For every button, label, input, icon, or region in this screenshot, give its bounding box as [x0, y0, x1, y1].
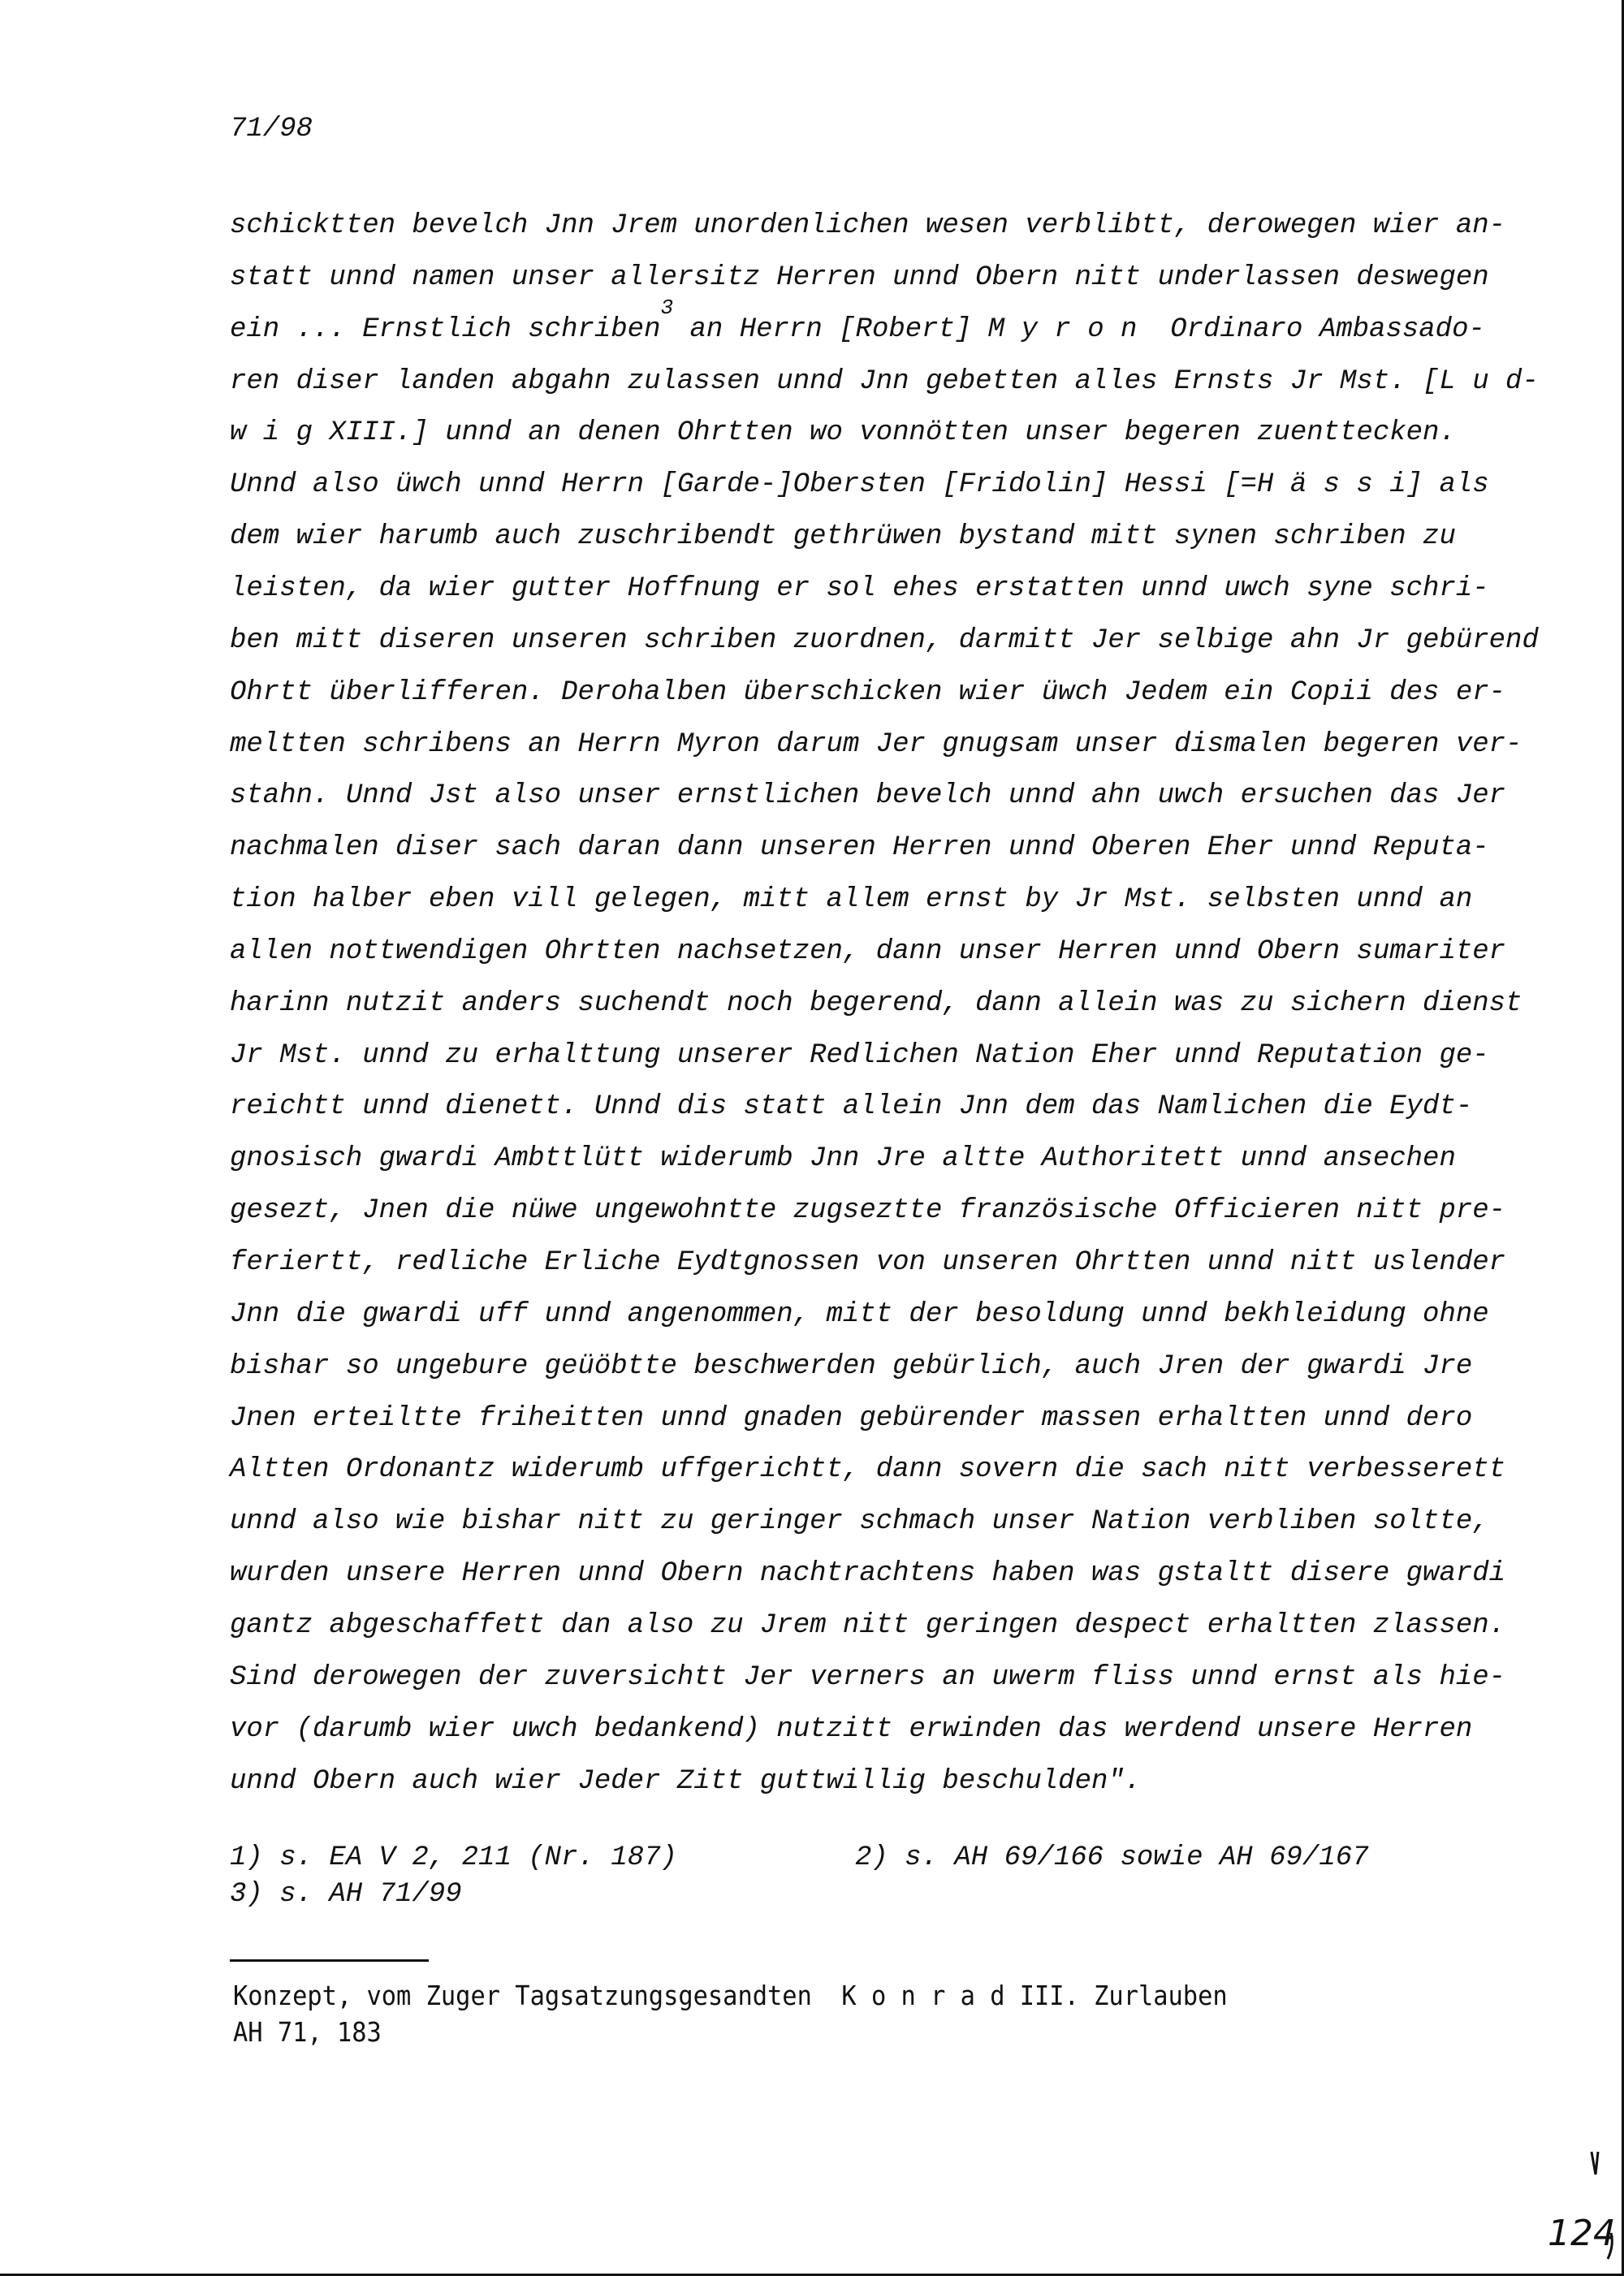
text-line-content: Jr Mst. unnd zu erhalttung unserer Redlichen Nation Eher unnd Reputation ge-: [230, 1039, 1489, 1071]
text-line-content: tion halber eben vill gelegen, mitt allem ernst by Jr Mst. selbsten unnd an: [230, 884, 1473, 916]
text-line: [230, 209, 1505, 242]
check-mark-icon: [1592, 2152, 1598, 2175]
text-line-content: schicktten bevelch Jnn Jrem unordenlichen wesen verblibtt, derowegen wier an-: [230, 210, 1506, 241]
text-line-content: dem wier harumb auch zuschribendt gethrüwen bystand mitt synen schriben zu: [230, 521, 1456, 553]
text-line-content: feriertt, redliche Erliche Eydtgnossen von unseren Ohrtten unnd nitt uslender: [230, 1247, 1506, 1278]
text-line: [230, 1350, 1472, 1383]
text-line-content: ein ... Ernstlich schriben: [230, 313, 661, 345]
text-line: [230, 624, 1539, 657]
text-line: [230, 831, 1489, 864]
text-line: [230, 728, 1522, 761]
text-line-content: ben mitt diseren unseren schriben zuordnen, darmitt Jer selbige ahn Jr gebürend: [230, 624, 1539, 656]
separator-rule: [230, 1959, 429, 1962]
text-line-content: statt unnd namen unser allersitz Herren unnd Obern nitt underlassen deswegen: [230, 261, 1489, 293]
text-line: [230, 987, 1522, 1020]
text-line: [230, 1246, 1505, 1279]
text-line-content: gnosisch gwardi Ambttlütt widerumb Jnn Jre altte Authoritett unnd ansechen: [230, 1143, 1456, 1175]
footnote-ref: 3: [660, 295, 674, 320]
text-line: [230, 1505, 1489, 1538]
handwritten-folio-mark: [1543, 2144, 1616, 2265]
folio-number: 124: [1548, 2213, 1616, 2254]
text-line-content: gesezt, Jnen die nüwe ungewohntte zugseztte französische Officieren nitt pre-: [230, 1195, 1506, 1227]
text-line-content: Altten Ordonantz widerumb uffgerichtt, dann sovern die sach nitt verbesserett: [230, 1454, 1506, 1486]
text-line: [230, 1609, 1505, 1642]
text-line: [230, 469, 1489, 501]
footnote-1: 1) s. EA V 2, 211 (Nr. 187): [230, 1842, 677, 1873]
text-line: [230, 883, 1472, 916]
text-line: [230, 1557, 1505, 1590]
source-note-line-1: Konzept, vom Zuger Tagsatzungsgesandten K o n r a d III. Zurlauben: [233, 1980, 1228, 2011]
text-line-content: unnd also wie bishar nitt zu geringer schmach unser Nation verbliben soltte,: [230, 1506, 1489, 1538]
text-line-content: wurden unsere Herren unnd Obern nachtrachtens haben was gstaltt disere gwardi: [230, 1558, 1506, 1590]
text-line: [230, 676, 1505, 709]
text-line: [230, 520, 1456, 553]
text-line: [230, 780, 1505, 812]
footnote-3: 3) s. AH 71/99: [230, 1879, 462, 1910]
text-line: [230, 417, 1456, 449]
text-line-content: leisten, da wier gutter Hoffnung er sol ehes erstatten unnd uwch syne schri-: [230, 572, 1489, 604]
text-line: [230, 572, 1489, 605]
text-line-content: vor (darumb wier uwch bedankend) nutzitt erwinden das werdend unsere Herren: [230, 1713, 1473, 1745]
text-line: [230, 1713, 1472, 1746]
text-line: [230, 1298, 1489, 1331]
text-line: [230, 935, 1505, 968]
text-line-content: w i g XIII.] unnd an denen Ohrtten wo vonnötten unser begeren zuenttecken.: [230, 417, 1456, 449]
text-line-continuation: an Herrn [Robert] M y r o n Ordinaro Ambassado-: [673, 313, 1485, 345]
text-line-content: meltten schribens an Herrn Myron darum Jer gnugsam unser dismalen begeren ver-: [230, 728, 1522, 760]
text-line: [230, 1090, 1472, 1123]
text-line-content: gantz abgeschaffett dan also zu Jrem nitt geringen despect erhaltten zlassen.: [230, 1609, 1506, 1641]
text-line-content: stahn. Unnd Jst also unser ernstlichen bevelch unnd ahn uwch ersuchen das Jer: [230, 780, 1506, 812]
text-line: [230, 1453, 1505, 1486]
text-line-content: nachmalen diser sach daran dann unseren Herren unnd Oberen Eher unnd Reputa-: [230, 832, 1489, 864]
text-line-content: reichtt unnd dienett. Unnd dis statt allein Jnn dem das Namlichen die Eydt-: [230, 1091, 1473, 1123]
text-line: [230, 1765, 1141, 1798]
text-line-content: Jnen erteiltte friheitten unnd gnaden gebürender massen erhaltten unnd dero: [230, 1402, 1473, 1434]
text-line: [230, 365, 1539, 398]
page-number: 71/98: [230, 114, 313, 145]
source-note-line-2: AH 71, 183: [233, 2016, 382, 2048]
text-line: [230, 295, 1485, 347]
text-line-content: harinn nutzit anders suchendt noch begerend, dann allein was zu sichern dienst: [230, 987, 1522, 1019]
text-line-content: Sind derowegen der zuversichtt Jer verners an uwerm fliss unnd ernst als hie-: [230, 1661, 1506, 1693]
text-line: [230, 1039, 1489, 1072]
text-line-content: Unnd also üwch unnd Herrn [Garde-]Obersten [Fridolin] Hessi [=H ä s s i] als: [230, 469, 1489, 501]
text-line-content: ren diser landen abgahn zulassen unnd Jnn gebetten alles Ernsts Jr Mst. [L u d-: [230, 365, 1539, 397]
text-line-content: unnd Obern auch wier Jeder Zitt guttwillig beschulden".: [230, 1765, 1142, 1797]
text-line: [230, 261, 1489, 294]
text-line-content: Ohrtt überlifferen. Derohalben überschicken wier üwch Jedem ein Copii des er-: [230, 676, 1506, 708]
text-line: [230, 1402, 1472, 1435]
text-line: [230, 1142, 1456, 1175]
text-line-content: allen nottwendigen Ohrtten nachsetzen, dann unser Herren unnd Obern sumariter: [230, 935, 1506, 967]
footnote-2: 2) s. AH 69/166 sowie AH 69/167: [855, 1842, 1369, 1873]
text-line: [230, 1194, 1505, 1227]
text-line-content: Jnn die gwardi uff unnd angenommen, mitt der besoldung unnd bekhleidung ohne: [230, 1298, 1489, 1330]
text-line-content: bishar so ungebure geüöbtte beschwerden gebürlich, auch Jren der gwardi Jre: [230, 1350, 1473, 1382]
text-line: [230, 1661, 1505, 1694]
